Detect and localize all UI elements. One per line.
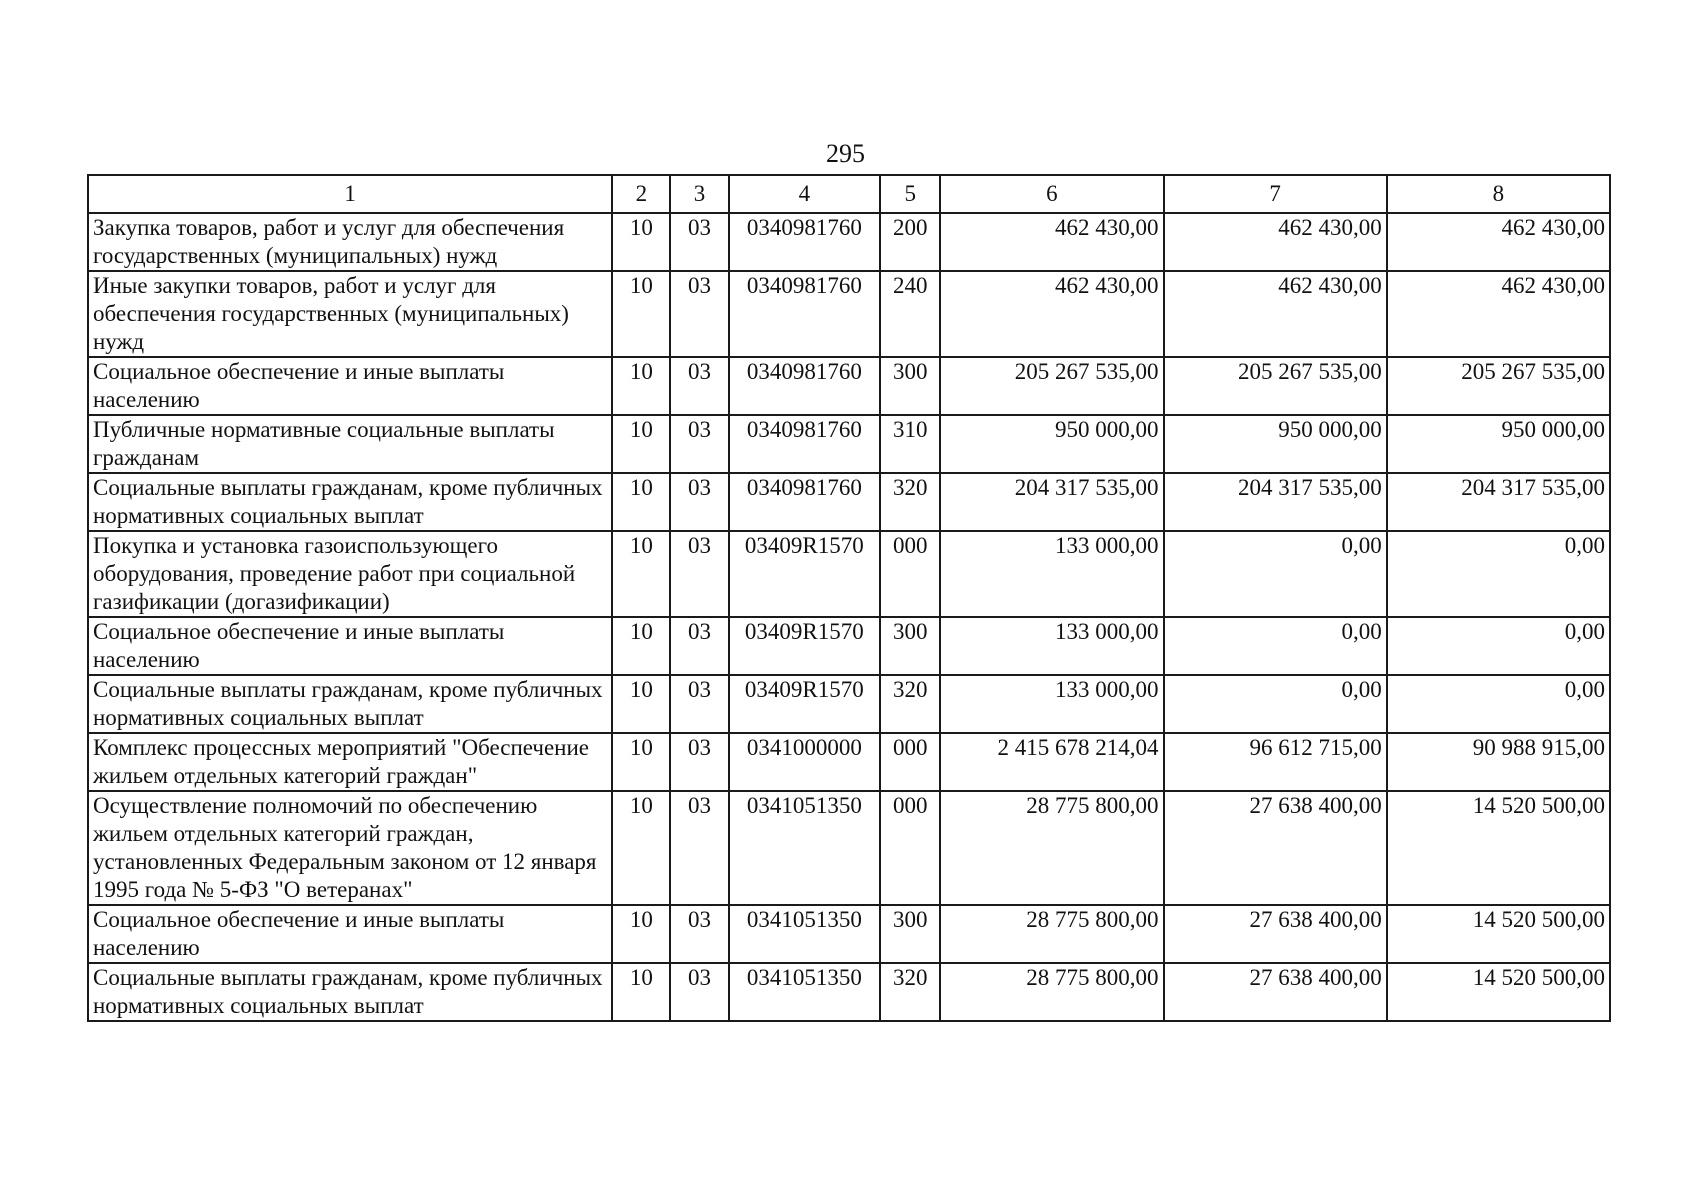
target-article-code: 0341051350	[729, 963, 881, 1021]
subsection-code: 03	[670, 963, 728, 1021]
column-header-2: 2	[612, 175, 670, 213]
subsection-code: 03	[670, 617, 728, 675]
target-article-code: 0341000000	[729, 733, 881, 791]
amount-col-7: 462 430,00	[1164, 213, 1387, 271]
table-row	[88, 473, 1610, 531]
section-code: 10	[612, 675, 670, 733]
subsection-code: 03	[670, 733, 728, 791]
expense-type-code: 320	[880, 963, 940, 1021]
section-code: 10	[612, 531, 670, 617]
section-code: 10	[612, 617, 670, 675]
budget-table	[87, 174, 1611, 1022]
table-row	[88, 271, 1610, 357]
row-name: Социальные выплаты гражданам, кроме публичных нормативных социальных выплат	[88, 473, 612, 531]
amount-col-8: 204 317 535,00	[1387, 473, 1610, 531]
amount-col-6: 462 430,00	[940, 213, 1163, 271]
amount-col-6: 28 775 800,00	[940, 963, 1163, 1021]
expense-type-code: 300	[880, 357, 940, 415]
amount-col-6: 2 415 678 214,04	[940, 733, 1163, 791]
amount-col-8: 0,00	[1387, 617, 1610, 675]
amount-col-6: 462 430,00	[940, 271, 1163, 357]
amount-col-7: 205 267 535,00	[1164, 357, 1387, 415]
column-header-8: 8	[1387, 175, 1610, 213]
table-row	[88, 415, 1610, 473]
amount-col-7: 0,00	[1164, 531, 1387, 617]
subsection-code: 03	[670, 905, 728, 963]
expense-type-code: 240	[880, 271, 940, 357]
amount-col-8: 205 267 535,00	[1387, 357, 1610, 415]
subsection-code: 03	[670, 791, 728, 905]
amount-col-6: 133 000,00	[940, 675, 1163, 733]
target-article-code: 03409R1570	[729, 675, 881, 733]
amount-col-6: 205 267 535,00	[940, 357, 1163, 415]
subsection-code: 03	[670, 271, 728, 357]
target-article-code: 0340981760	[729, 271, 881, 357]
table-row	[88, 213, 1610, 271]
row-name: Социальное обеспечение и иные выплаты населению	[88, 357, 612, 415]
amount-col-8: 14 520 500,00	[1387, 963, 1610, 1021]
row-name: Социальные выплаты гражданам, кроме публичных нормативных социальных выплат	[88, 675, 612, 733]
row-name: Покупка и установка газоиспользующего оборудования, проведение работ при социальной газификации (догазификации)	[88, 531, 612, 617]
amount-col-8: 0,00	[1387, 675, 1610, 733]
subsection-code: 03	[670, 531, 728, 617]
section-code: 10	[612, 271, 670, 357]
target-article-code: 0340981760	[729, 357, 881, 415]
target-article-code: 0341051350	[729, 791, 881, 905]
row-name: Комплекс процессных мероприятий "Обеспечение жильем отдельных категорий граждан"	[88, 733, 612, 791]
expense-type-code: 000	[880, 531, 940, 617]
section-code: 10	[612, 905, 670, 963]
amount-col-7: 27 638 400,00	[1164, 791, 1387, 905]
row-name: Публичные нормативные социальные выплаты гражданам	[88, 415, 612, 473]
column-header-4: 4	[729, 175, 881, 213]
amount-col-8: 14 520 500,00	[1387, 905, 1610, 963]
table-header-row	[88, 175, 1610, 213]
row-name: Социальное обеспечение и иные выплаты населению	[88, 905, 612, 963]
table-row	[88, 357, 1610, 415]
page-number: 295	[826, 139, 865, 168]
section-code: 10	[612, 213, 670, 271]
target-article-code: 0341051350	[729, 905, 881, 963]
table-row	[88, 791, 1610, 905]
table-row	[88, 675, 1610, 733]
column-header-6: 6	[940, 175, 1163, 213]
row-name: Социальные выплаты гражданам, кроме публичных нормативных социальных выплат	[88, 963, 612, 1021]
amount-col-7: 27 638 400,00	[1164, 905, 1387, 963]
amount-col-8: 14 520 500,00	[1387, 791, 1610, 905]
row-name: Иные закупки товаров, работ и услуг для обеспечения государственных (муниципальных) нужд	[88, 271, 612, 357]
amount-col-8: 462 430,00	[1387, 213, 1610, 271]
expense-type-code: 300	[880, 617, 940, 675]
expense-type-code: 200	[880, 213, 940, 271]
table-row	[88, 905, 1610, 963]
amount-col-7: 0,00	[1164, 675, 1387, 733]
row-name: Осуществление полномочий по обеспечению жильем отдельных категорий граждан, установленных Федеральным законом от 12 января 1995 года № 5-ФЗ "О ветеранах"	[88, 791, 612, 905]
amount-col-7: 950 000,00	[1164, 415, 1387, 473]
amount-col-8: 950 000,00	[1387, 415, 1610, 473]
target-article-code: 0340981760	[729, 213, 881, 271]
amount-col-6: 133 000,00	[940, 531, 1163, 617]
row-name: Социальное обеспечение и иные выплаты населению	[88, 617, 612, 675]
table-row	[88, 963, 1610, 1021]
subsection-code: 03	[670, 213, 728, 271]
amount-col-7: 0,00	[1164, 617, 1387, 675]
expense-type-code: 310	[880, 415, 940, 473]
section-code: 10	[612, 473, 670, 531]
row-name: Закупка товаров, работ и услуг для обеспечения государственных (муниципальных) нужд	[88, 213, 612, 271]
amount-col-7: 204 317 535,00	[1164, 473, 1387, 531]
amount-col-6: 28 775 800,00	[940, 791, 1163, 905]
table-row	[88, 617, 1610, 675]
subsection-code: 03	[670, 473, 728, 531]
amount-col-7: 96 612 715,00	[1164, 733, 1387, 791]
amount-col-7: 27 638 400,00	[1164, 963, 1387, 1021]
column-header-5: 5	[880, 175, 940, 213]
expense-type-code: 320	[880, 473, 940, 531]
target-article-code: 03409R1570	[729, 531, 881, 617]
table-row	[88, 531, 1610, 617]
expense-type-code: 000	[880, 733, 940, 791]
amount-col-6: 950 000,00	[940, 415, 1163, 473]
amount-col-8: 0,00	[1387, 531, 1610, 617]
expense-type-code: 000	[880, 791, 940, 905]
column-header-7: 7	[1164, 175, 1387, 213]
section-code: 10	[612, 963, 670, 1021]
expense-type-code: 300	[880, 905, 940, 963]
amount-col-6: 28 775 800,00	[940, 905, 1163, 963]
column-header-1: 1	[88, 175, 612, 213]
amount-col-8: 90 988 915,00	[1387, 733, 1610, 791]
amount-col-7: 462 430,00	[1164, 271, 1387, 357]
section-code: 10	[612, 733, 670, 791]
subsection-code: 03	[670, 415, 728, 473]
target-article-code: 03409R1570	[729, 617, 881, 675]
table-row	[88, 733, 1610, 791]
subsection-code: 03	[670, 357, 728, 415]
amount-col-6: 204 317 535,00	[940, 473, 1163, 531]
target-article-code: 0340981760	[729, 415, 881, 473]
column-header-3: 3	[670, 175, 728, 213]
section-code: 10	[612, 357, 670, 415]
amount-col-8: 462 430,00	[1387, 271, 1610, 357]
expense-type-code: 320	[880, 675, 940, 733]
section-code: 10	[612, 415, 670, 473]
section-code: 10	[612, 791, 670, 905]
target-article-code: 0340981760	[729, 473, 881, 531]
subsection-code: 03	[670, 675, 728, 733]
amount-col-6: 133 000,00	[940, 617, 1163, 675]
